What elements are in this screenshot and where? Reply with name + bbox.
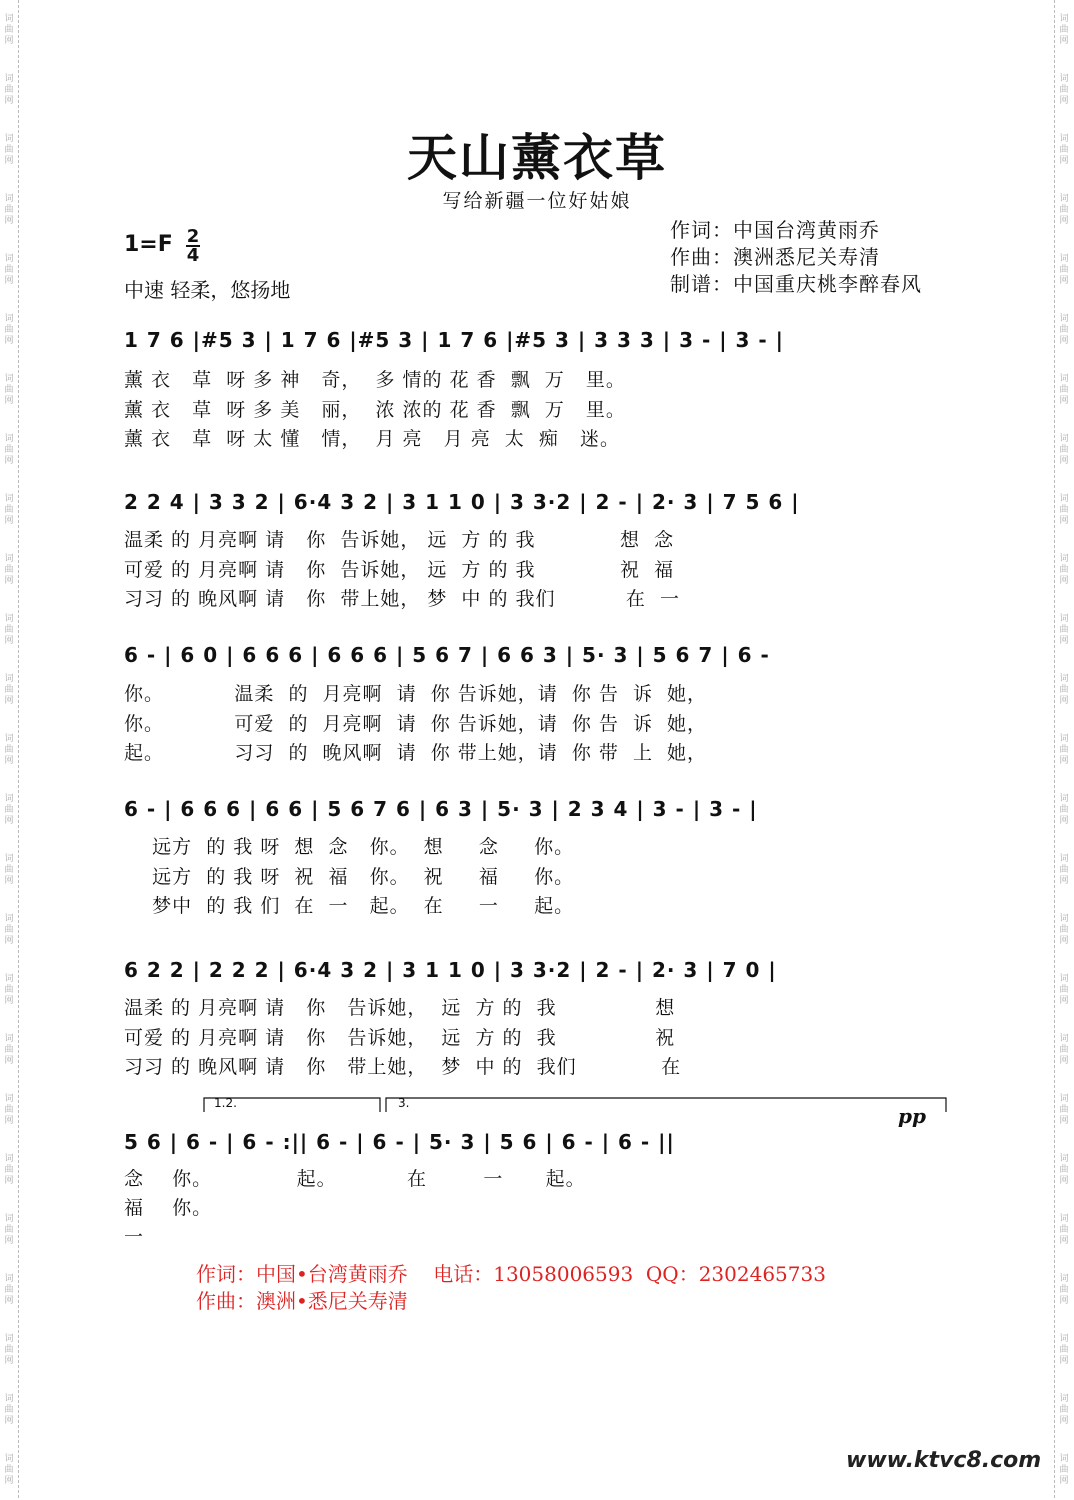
watermark-glyph-group: 词 曲 网 <box>1059 1453 1069 1486</box>
watermark-glyph-group: 词 曲 网 <box>1059 553 1069 586</box>
watermark-glyph-group: 词 曲 网 <box>4 1033 14 1066</box>
watermark-glyph-group: 词 曲 网 <box>4 973 14 1006</box>
watermark-glyph-group: 词 曲 网 <box>4 313 14 346</box>
watermark-glyph-group: 词 曲 网 <box>4 133 14 166</box>
volta-1-label: 1.2. <box>214 1096 237 1110</box>
tempo-marking: 中速 轻柔，悠扬地 <box>124 278 291 302</box>
lyric-line-1-3: 薰 衣 草 呀 太 懂 情， 月 亮 月 亮 太 痴 迷。 <box>124 428 620 450</box>
volta-2-label: 3. <box>398 1096 410 1110</box>
watermark-glyph-group: 词 曲 网 <box>1059 733 1069 766</box>
notation-row-3: 6 - | 6 0 | 6 6 6 | 6 6 6 | 5 6 7 | 6 6 3 | 5· 3 | 5 6 7 | 6 - <box>124 643 770 667</box>
watermark-glyph-group: 词 曲 网 <box>4 1393 14 1426</box>
watermark-glyph-group: 词 曲 网 <box>1059 1213 1069 1246</box>
watermark-glyph-group: 词 曲 网 <box>1059 1093 1069 1126</box>
watermark-glyph-group: 词 曲 网 <box>1059 613 1069 646</box>
song-subtitle: 写给新疆一位好姑娘 <box>442 190 632 212</box>
watermark-glyph-group: 词 曲 网 <box>4 433 14 466</box>
watermark-glyph-group: 词 曲 网 <box>4 73 14 106</box>
watermark-glyph-group: 词 曲 网 <box>4 1153 14 1186</box>
lyric-line-1-1: 薰 衣 草 呀 多 神 奇， 多 情的 花 香 飘 万 里。 <box>124 369 626 391</box>
watermark-glyph-group: 词 曲 网 <box>4 673 14 706</box>
watermark-glyph-group: 词 曲 网 <box>1059 913 1069 946</box>
watermark-glyph-group: 词 曲 网 <box>1059 973 1069 1006</box>
lyric-line-6-2: 福 你。 <box>124 1197 213 1219</box>
lyric-line-5-2: 可爱 的 月亮啊 请 你 告诉她， 远 方 的 我 祝 <box>124 1027 676 1049</box>
lyric-line-2-2: 可爱 的 月亮啊 请 你 告诉她， 远 方 的 我 祝 福 <box>124 559 675 581</box>
notation-row-2: 2 2 4 | 3 3 2 | 6·4 3 2 | 3 1 1 0 | 3 3·2 | 2 - | 2· 3 | 7 5 6 | <box>124 490 800 514</box>
watermark-glyph-group: 词 曲 网 <box>4 853 14 886</box>
notation-row-5: 6 2 2 | 2 2 2 | 6·4 3 2 | 3 1 1 0 | 3 3·2 | 2 - | 2· 3 | 7 0 | <box>124 958 777 982</box>
watermark-glyph-group: 词 曲 网 <box>1059 13 1069 46</box>
watermark-glyph-group: 词 曲 网 <box>4 1093 14 1126</box>
footer-line-1: 作词：中国•台湾黄雨乔 电话：13058006593 QQ：2302465733 <box>196 1262 826 1286</box>
composer-credit: 作曲：澳洲悉尼关寿清 <box>670 245 880 269</box>
watermark-glyph-group: 词 曲 网 <box>4 493 14 526</box>
watermark-glyph-group: 词 曲 网 <box>1059 253 1069 286</box>
lyric-line-3-3: 起。 习习 的 晚风啊 请 你 带上她，请 你 带 上 她， <box>124 742 708 764</box>
watermark-glyph-group: 词 曲 网 <box>1059 853 1069 886</box>
lyric-line-3-2: 你。 可爱 的 月亮啊 请 你 告诉她，请 你 告 诉 她， <box>124 713 708 735</box>
watermark-glyph-group: 词 曲 网 <box>4 913 14 946</box>
lyric-line-5-1: 温柔 的 月亮啊 请 你 告诉她， 远 方 的 我 想 <box>124 997 676 1019</box>
watermark-glyph-group: 词 曲 网 <box>1059 1393 1069 1426</box>
arranger-credit: 制谱：中国重庆桃李醉春风 <box>670 272 922 296</box>
lyric-line-3-1: 你。 温柔 的 月亮啊 请 你 告诉她，请 你 告 诉 她， <box>124 683 708 705</box>
watermark-glyph-group: 词 曲 网 <box>4 613 14 646</box>
lyric-line-6-1: 念 你。 起。 在 一 起。 <box>124 1168 586 1190</box>
key-signature: 1=F <box>124 232 173 257</box>
time-sig-bottom: 4 <box>186 245 200 266</box>
footer-line-2: 作曲：澳洲•悉尼关寿清 <box>196 1289 408 1313</box>
lyric-line-2-3: 习习 的 晚风啊 请 你 带上她， 梦 中 的 我们 在 一 <box>124 588 680 610</box>
watermark-glyph-group: 词 曲 网 <box>1059 1153 1069 1186</box>
watermark-glyph-group: 词 曲 网 <box>1059 193 1069 226</box>
lyric-line-2-1: 温柔 的 月亮啊 请 你 告诉她， 远 方 的 我 想 念 <box>124 529 675 551</box>
lyric-line-1-2: 薰 衣 草 呀 多 美 丽， 浓 浓的 花 香 飘 万 里。 <box>124 399 626 421</box>
notation-row-6: 5 6 | 6 - | 6 - :|| 6 - | 6 - | 5· 3 | 5 6 | 6 - | 6 - || <box>124 1130 675 1154</box>
watermark-glyph-group: 词 曲 网 <box>4 553 14 586</box>
lyric-line-4-1: 远方 的 我 呀 想 念 你。 想 念 你。 <box>124 836 575 858</box>
watermark-glyph-group: 词 曲 网 <box>4 193 14 226</box>
watermark-glyph-group: 词 曲 网 <box>1059 1333 1069 1366</box>
time-sig-top: 2 <box>186 226 200 247</box>
notation-row-1: 1 7 6 |#5 3 | 1 7 6 |#5 3 | 1 7 6 |#5 3 | 3 3 3 | 3 - | 3 - | <box>124 328 784 352</box>
watermark-glyph-group: 词 曲 网 <box>4 253 14 286</box>
watermark-glyph-group: 词 曲 网 <box>4 1213 14 1246</box>
watermark-glyph-group: 词 曲 网 <box>4 373 14 406</box>
watermark-glyph-group: 词 曲 网 <box>1059 373 1069 406</box>
watermark-glyph-group: 词 曲 网 <box>1059 313 1069 346</box>
site-watermark: www.ktvc8.com <box>846 1448 1042 1473</box>
lyricist-credit: 作词：中国台湾黄雨乔 <box>670 218 880 242</box>
lyric-line-4-2: 远方 的 我 呀 祝 福 你。 祝 福 你。 <box>124 866 575 888</box>
watermark-glyph-group: 词 曲 网 <box>4 1273 14 1306</box>
song-title: 天山薰衣草 <box>407 128 667 187</box>
watermark-glyph-group: 词 曲 网 <box>4 1333 14 1366</box>
lyric-line-5-3: 习习 的 晚风啊 请 你 带上她， 梦 中 的 我们 在 <box>124 1056 682 1078</box>
dynamic-marking: pp <box>898 1104 926 1128</box>
lyric-line-6-3: 一 <box>124 1226 145 1248</box>
watermark-glyph-group: 词 曲 网 <box>1059 493 1069 526</box>
watermark-glyph-group: 词 曲 网 <box>4 13 14 46</box>
watermark-glyph-group: 词 曲 网 <box>1059 1273 1069 1306</box>
watermark-glyph-group: 词 曲 网 <box>4 733 14 766</box>
lyric-line-4-3: 梦中 的 我 们 在 一 起。 在 一 起。 <box>124 895 575 917</box>
watermark-glyph-group: 词 曲 网 <box>1059 793 1069 826</box>
watermark-glyph-group: 词 曲 网 <box>4 793 14 826</box>
watermark-glyph-group: 词 曲 网 <box>1059 1033 1069 1066</box>
watermark-glyph-group: 词 曲 网 <box>1059 133 1069 166</box>
watermark-glyph-group: 词 曲 网 <box>1059 73 1069 106</box>
watermark-glyph-group: 词 曲 网 <box>4 1453 14 1486</box>
notation-row-4: 6 - | 6 6 6 | 6 6 | 5 6 7 6 | 6 3 | 5· 3 | 2 3 4 | 3 - | 3 - | <box>124 797 758 821</box>
watermark-glyph-group: 词 曲 网 <box>1059 433 1069 466</box>
watermark-glyph-group: 词 曲 网 <box>1059 673 1069 706</box>
